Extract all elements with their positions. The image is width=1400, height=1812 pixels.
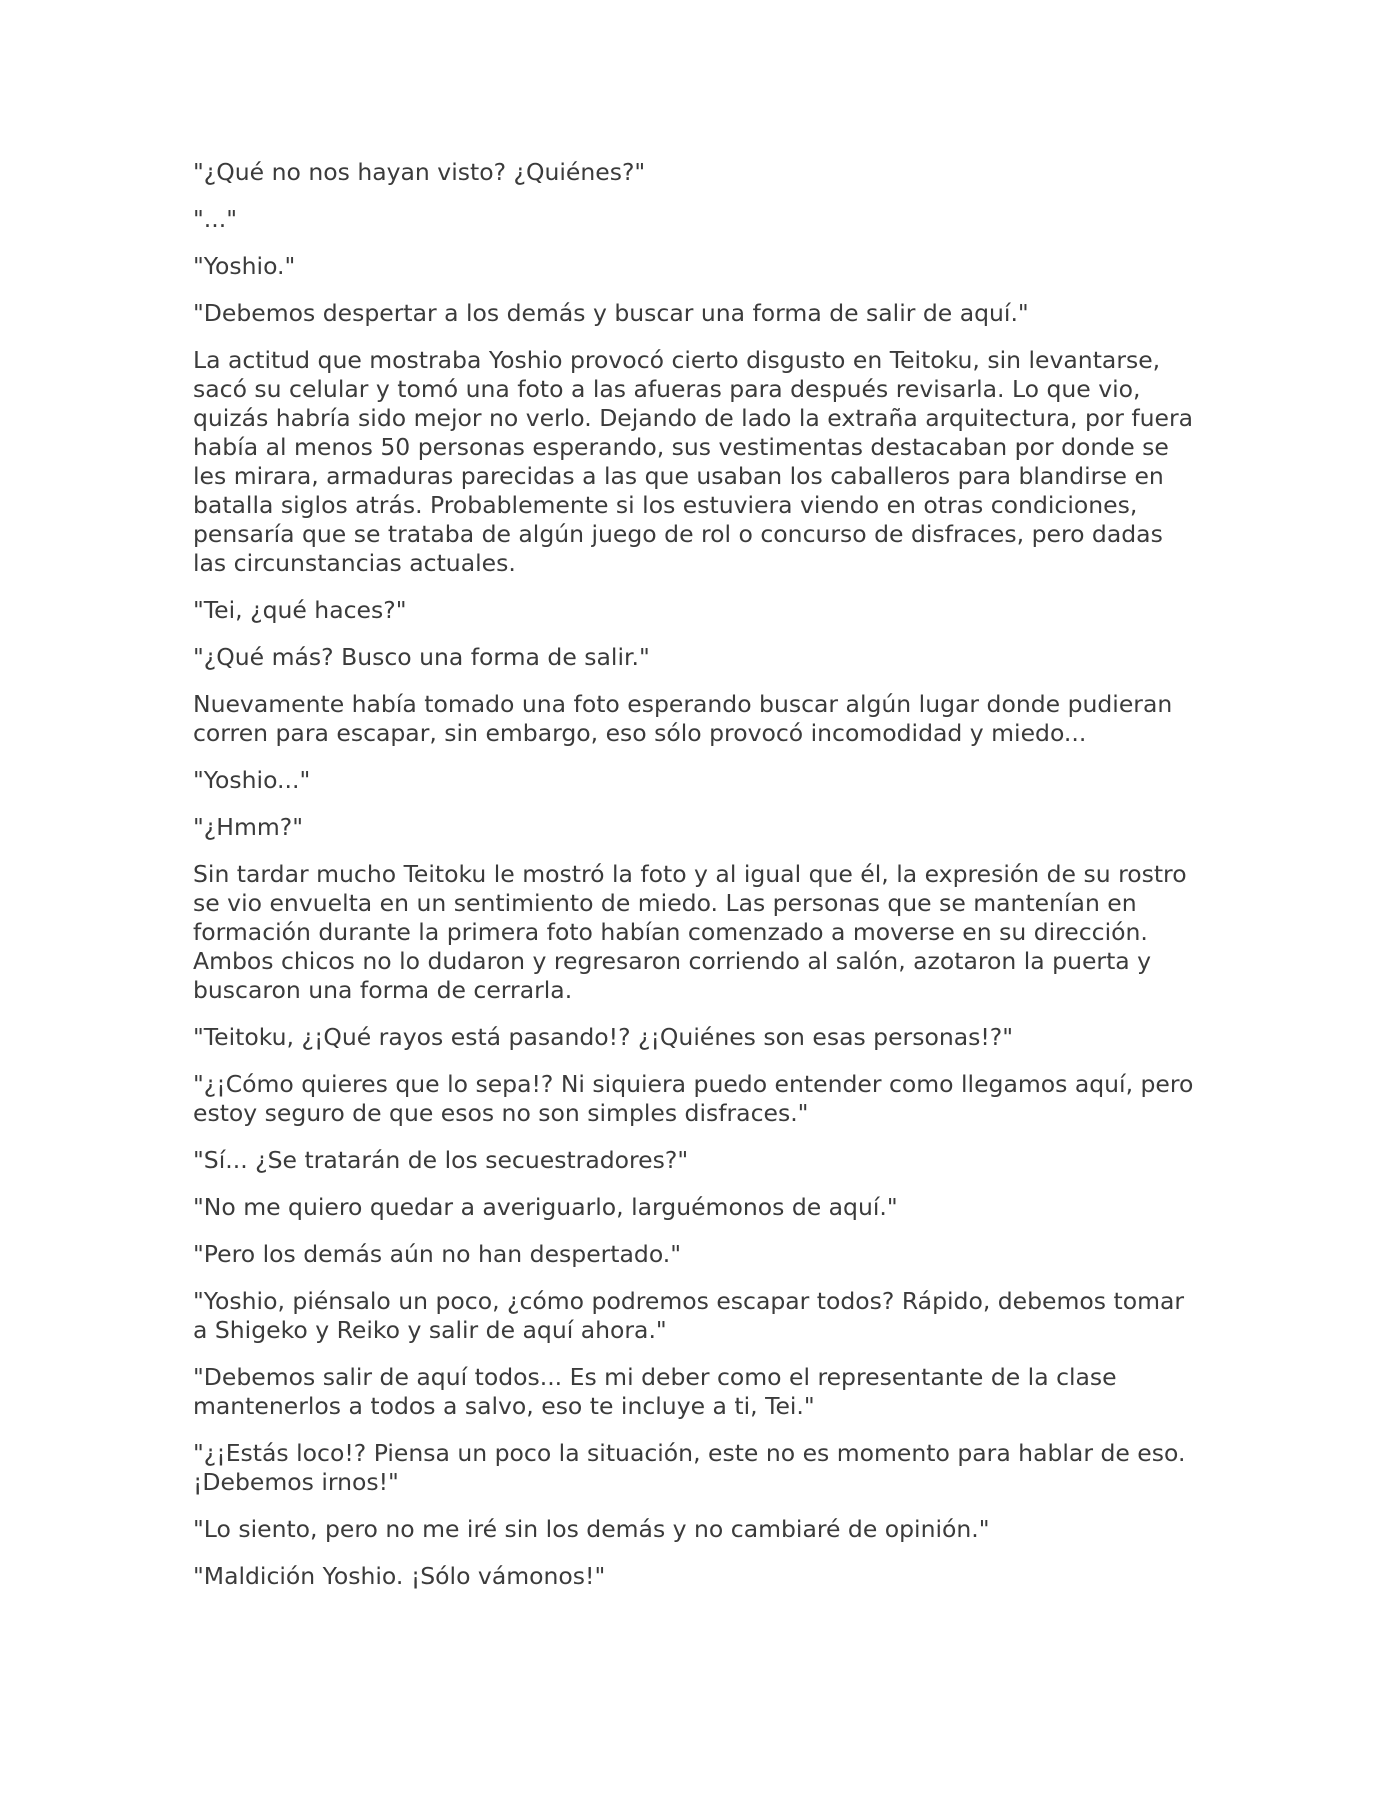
paragraph: "No me quiero quedar a averiguarlo, larguémonos de aquí."	[193, 1193, 898, 1221]
paragraph: "¿Hmm?"	[193, 813, 304, 841]
paragraph: "¿¡Cómo quieres que lo sepa!? Ni siquiera puedo entender como llegamos aquí, pero estoy seguro de que esos no son simples disfraces."	[193, 1070, 1194, 1127]
paragraph: "Debemos despertar a los demás y buscar una forma de salir de aquí."	[193, 299, 1029, 327]
paragraph: "Yoshio, piénsalo un poco, ¿cómo podremos escapar todos? Rápido, debemos tomar a Shigeko y Reiko y salir de aquí ahora."	[193, 1287, 1185, 1344]
paragraph: Nuevamente había tomado una foto esperando buscar algún lugar donde pudieran corren para escapar, sin embargo, eso sólo provocó incomodidad y miedo...	[193, 690, 1173, 747]
paragraph: "Yoshio..."	[193, 766, 311, 794]
paragraph: "¿Qué más? Busco una forma de salir."	[193, 643, 650, 671]
paragraph: "Debemos salir de aquí todos... Es mi deber como el representante de la clase mantenerlos a todos a salvo, eso te incluye a ti, Tei."	[193, 1363, 1117, 1420]
paragraph: Sin tardar mucho Teitoku le mostró la foto y al igual que él, la expresión de su rostro se vio envuelta en un sentimiento de miedo. Las personas que se mantenían en formación durante la primera foto habían comenzado a moverse en su dirección. Ambos chicos no lo dudaron y regresaron corriendo al salón, azotaron la puerta y buscaron una forma de cerrarla.	[193, 860, 1187, 1004]
paragraph: "Tei, ¿qué haces?"	[193, 596, 407, 624]
paragraph: "Sí... ¿Se tratarán de los secuestradores?"	[193, 1146, 689, 1174]
paragraph: "¿Qué no nos hayan visto? ¿Quiénes?"	[193, 158, 646, 186]
paragraph: "Lo siento, pero no me iré sin los demás y no cambiaré de opinión."	[193, 1515, 990, 1543]
paragraph: "Teitoku, ¿¡Qué rayos está pasando!? ¿¡Quiénes son esas personas!?"	[193, 1023, 1014, 1051]
paragraph: La actitud que mostraba Yoshio provocó cierto disgusto en Teitoku, sin levantarse, sacó su celular y tomó una foto a las afueras para después revisarla. Lo que vio, quizás habría sido mejor no verlo. Dejando de lado la extraña arquitectura, por fuera había al menos 50 personas esperando, sus vestimentas destacaban por donde se les mirara, armaduras parecidas a las que usaban los caballeros para blandirse en batalla siglos atrás. Probablemente si los estuviera viendo en otras condiciones, pensaría que se trataba de algún juego de rol o concurso de disfraces, pero dadas las circunstancias actuales.	[193, 346, 1194, 577]
paragraph: "¿¡Estás loco!? Piensa un poco la situación, este no es momento para hablar de eso. ¡Debemos irnos!"	[193, 1439, 1186, 1496]
document-body	[193, 158, 1200, 1591]
paragraph: "Pero los demás aún no han despertado."	[193, 1240, 682, 1268]
paragraph: "Yoshio."	[193, 252, 296, 280]
paragraph: "..."	[193, 205, 238, 233]
paragraph: "Maldición Yoshio. ¡Sólo vámonos!"	[193, 1562, 606, 1590]
